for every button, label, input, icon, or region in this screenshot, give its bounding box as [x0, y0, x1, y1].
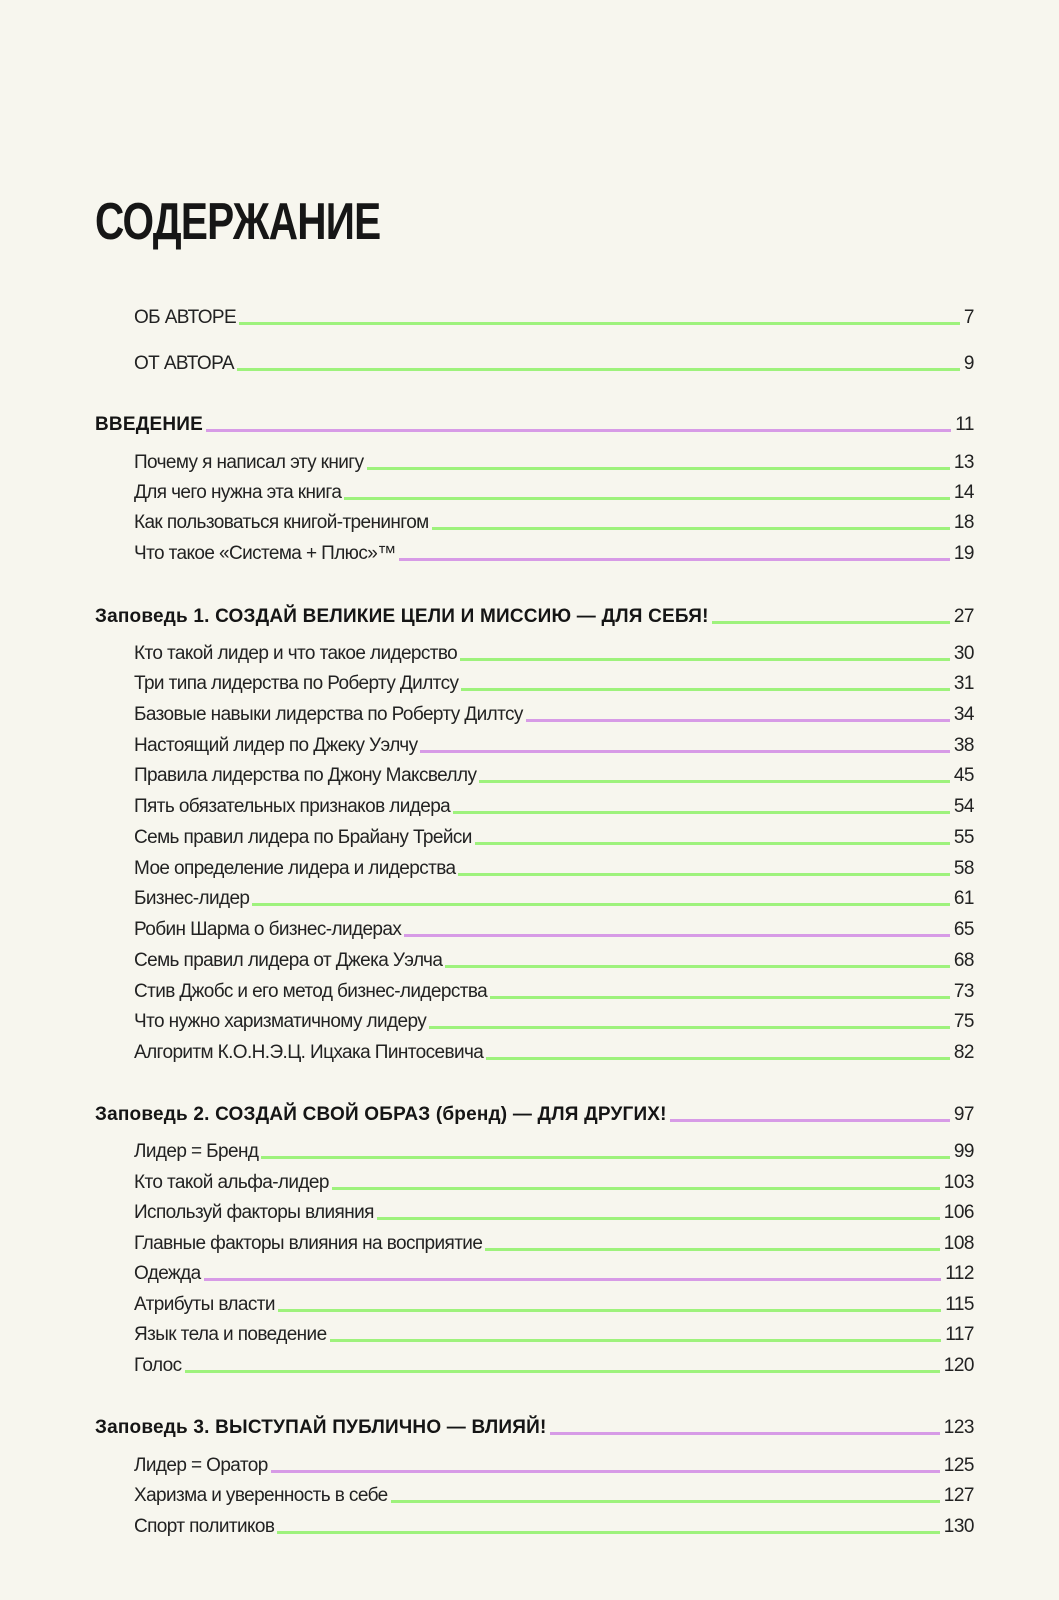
- dot-leader: [420, 750, 949, 753]
- toc-entry[interactable]: [134, 1353, 974, 1377]
- toc-entry[interactable]: [134, 1170, 974, 1194]
- toc-entry-title: Три типа лидерства по Роберту Дилтсу: [134, 673, 459, 694]
- toc-entry-title: ОБ АВТОРЕ: [134, 307, 237, 328]
- toc-page-number: 130: [943, 1516, 974, 1537]
- toc-entry-title: Для чего нужна эта книга: [134, 482, 342, 503]
- toc-entry[interactable]: [134, 917, 974, 941]
- toc-page-number: 58: [953, 858, 974, 879]
- dot-leader: [429, 1026, 950, 1029]
- toc-entry[interactable]: [134, 541, 974, 565]
- toc-entry-title: Что такое «Система + Плюс»™: [134, 543, 396, 564]
- toc-page-number: 127: [943, 1485, 974, 1506]
- dot-leader: [278, 1309, 941, 1312]
- toc-entry-title: Язык тела и поведение: [134, 1324, 327, 1345]
- toc-entry-title: Заповедь 3. ВЫСТУПАЙ ПУБЛИЧНО — ВЛИЯЙ!: [95, 1417, 547, 1438]
- toc-page-number: 97: [953, 1104, 974, 1125]
- toc-page-number: 14: [953, 482, 974, 503]
- dot-leader: [526, 719, 950, 722]
- toc-entry[interactable]: [134, 1009, 974, 1033]
- toc-entry[interactable]: [134, 1261, 974, 1285]
- toc-page-number: 115: [945, 1294, 974, 1315]
- dot-leader: [445, 965, 950, 968]
- toc-entry-title: Бизнес-лидер: [134, 888, 250, 909]
- toc-entry[interactable]: [134, 733, 974, 757]
- toc-page-number: 19: [953, 543, 974, 564]
- toc-entry[interactable]: [134, 825, 974, 849]
- toc-page-number: 11: [955, 414, 974, 435]
- toc-page-number: 117: [945, 1324, 974, 1345]
- toc-page-number: 68: [953, 950, 974, 971]
- toc-entry-title: Главные факторы влияния на восприятие: [134, 1233, 483, 1254]
- toc-entry-title: Настоящий лидер по Джеку Уэлчу: [134, 735, 418, 756]
- dot-leader: [490, 996, 950, 999]
- toc-chapter-entry[interactable]: [95, 1411, 974, 1439]
- dot-leader: [475, 842, 950, 845]
- toc-entry-title: Голос: [134, 1355, 182, 1376]
- toc-chapter-entry[interactable]: [95, 408, 974, 436]
- toc-entry-title: Алгоритм К.О.Н.Э.Ц. Ицхака Пинтосевича: [134, 1042, 484, 1063]
- toc-entry-title: Кто такой лидер и что такое лидерство: [134, 643, 458, 664]
- toc-entry[interactable]: [134, 1322, 974, 1346]
- toc-entry[interactable]: [134, 1453, 974, 1477]
- toc-page-number: 38: [953, 735, 974, 756]
- page-title: СОДЕРЖАНИЕ: [95, 193, 381, 251]
- toc-page-number: 82: [953, 1042, 974, 1063]
- toc-page-number: 75: [953, 1011, 974, 1032]
- dot-leader: [550, 1432, 940, 1435]
- dot-leader: [486, 1057, 950, 1060]
- dot-leader: [712, 621, 950, 624]
- dot-leader: [399, 558, 950, 561]
- toc-entry-title: Базовые навыки лидерства по Роберту Дилтсу: [134, 704, 523, 725]
- toc-entry-title: Используй факторы влияния: [134, 1202, 374, 1223]
- toc-page-number: 123: [943, 1417, 974, 1438]
- dot-leader: [271, 1470, 940, 1473]
- dot-leader: [237, 368, 960, 371]
- toc-entry[interactable]: [134, 351, 974, 375]
- toc-entry[interactable]: [134, 794, 974, 818]
- toc-entry[interactable]: [134, 1483, 974, 1507]
- dot-leader: [367, 467, 950, 470]
- toc-page-number: 112: [945, 1263, 974, 1284]
- dot-leader: [344, 497, 950, 500]
- toc-page-number: 27: [953, 606, 974, 627]
- dot-leader: [252, 903, 949, 906]
- toc-entry-title: Правила лидерства по Джону Максвеллу: [134, 765, 477, 786]
- dot-leader: [261, 1156, 950, 1159]
- toc-page-number: 45: [953, 765, 974, 786]
- toc-entry-title: Кто такой альфа-лидер: [134, 1172, 329, 1193]
- toc-entry-title: Заповедь 1. СОЗДАЙ ВЕЛИКИЕ ЦЕЛИ И МИССИЮ — ДЛЯ СЕБЯ!: [95, 606, 709, 627]
- toc-page-number: 125: [943, 1455, 974, 1476]
- toc-entry[interactable]: [134, 450, 974, 474]
- toc-entry-title: Почему я написал эту книгу: [134, 452, 364, 473]
- toc-entry[interactable]: [134, 702, 974, 726]
- toc-page-number: 7: [963, 307, 974, 328]
- toc-page-number: 9: [963, 353, 974, 374]
- dot-leader: [391, 1500, 940, 1503]
- toc-page-number: 54: [953, 796, 974, 817]
- toc-entry-title: Робин Шарма о бизнес-лидерах: [134, 919, 402, 940]
- toc-entry-title: Спорт политиков: [134, 1516, 275, 1537]
- dot-leader: [239, 322, 960, 325]
- toc-entry-title: Семь правил лидера от Джека Уэлча: [134, 950, 443, 971]
- toc-entry-title: Пять обязательных признаков лидера: [134, 796, 451, 817]
- toc-page-number: 61: [953, 888, 974, 909]
- toc-entry[interactable]: [134, 480, 974, 504]
- toc-entry-title: Лидер = Бренд: [134, 1141, 259, 1162]
- toc-page-number: 34: [953, 704, 974, 725]
- toc-page-number: 73: [953, 981, 974, 1002]
- toc-page-number: 103: [943, 1172, 974, 1193]
- toc-entry[interactable]: [134, 1292, 974, 1316]
- toc-entry-title: Заповедь 2. СОЗДАЙ СВОЙ ОБРАЗ (бренд) — ДЛЯ ДРУГИХ!: [95, 1104, 667, 1125]
- toc-entry[interactable]: [134, 979, 974, 1003]
- dot-leader: [461, 688, 949, 691]
- toc-entry-title: Что нужно харизматичному лидеру: [134, 1011, 427, 1032]
- toc-entry[interactable]: [134, 763, 974, 787]
- toc-page-number: 65: [953, 919, 974, 940]
- toc-chapter-entry[interactable]: [95, 1098, 974, 1126]
- toc-entry-title: Лидер = Оратор: [134, 1455, 268, 1476]
- toc-entry-title: ОТ АВТОРА: [134, 353, 234, 374]
- dot-leader: [460, 658, 950, 661]
- toc-entry-title: Как пользоваться книгой-тренингом: [134, 512, 429, 533]
- toc-entry-title: Семь правил лидера по Брайану Трейси: [134, 827, 472, 848]
- toc-entry-title: Харизма и уверенность в себе: [134, 1485, 388, 1506]
- toc-page-number: 18: [953, 512, 974, 533]
- dot-leader: [404, 934, 950, 937]
- toc-page-number: 106: [943, 1202, 974, 1223]
- dot-leader: [485, 1248, 940, 1251]
- toc-chapter-entry[interactable]: [95, 600, 974, 628]
- toc-page-number: 99: [953, 1141, 974, 1162]
- toc-page-number: 31: [953, 673, 974, 694]
- dot-leader: [277, 1531, 939, 1534]
- dot-leader: [204, 1278, 942, 1281]
- toc-entry[interactable]: [134, 886, 974, 910]
- toc-entry-title: Мое определение лидера и лидерства: [134, 858, 456, 879]
- toc-entry[interactable]: [134, 856, 974, 880]
- toc-entry[interactable]: [134, 510, 974, 534]
- toc-entry-title: Атрибуты власти: [134, 1294, 275, 1315]
- toc-entry[interactable]: [134, 305, 974, 329]
- toc-entry[interactable]: [134, 1514, 974, 1538]
- toc-page-number: 55: [953, 827, 974, 848]
- dot-leader: [332, 1187, 940, 1190]
- toc-page-number: 108: [943, 1233, 974, 1254]
- toc-entry[interactable]: [134, 671, 974, 695]
- dot-leader: [432, 527, 950, 530]
- dot-leader: [479, 780, 950, 783]
- toc-page-number: 30: [953, 643, 974, 664]
- toc-entry[interactable]: [134, 1200, 974, 1224]
- dot-leader: [185, 1370, 940, 1373]
- toc-entry[interactable]: [134, 641, 974, 665]
- dot-leader: [206, 429, 951, 432]
- dot-leader: [670, 1119, 950, 1122]
- toc-entry[interactable]: [134, 948, 974, 972]
- toc-entry[interactable]: [134, 1231, 974, 1255]
- toc-entry-title: Одежда: [134, 1263, 201, 1284]
- dot-leader: [330, 1339, 942, 1342]
- toc-entry-title: Стив Джобс и его метод бизнес-лидерства: [134, 981, 488, 1002]
- toc-entry-title: ВВЕДЕНИЕ: [95, 414, 203, 435]
- dot-leader: [453, 811, 950, 814]
- dot-leader: [458, 873, 949, 876]
- toc-page-number: 120: [943, 1355, 974, 1376]
- toc-entry[interactable]: [134, 1139, 974, 1163]
- dot-leader: [377, 1217, 940, 1220]
- toc-page-number: 13: [953, 452, 974, 473]
- toc-entry[interactable]: [134, 1040, 974, 1064]
